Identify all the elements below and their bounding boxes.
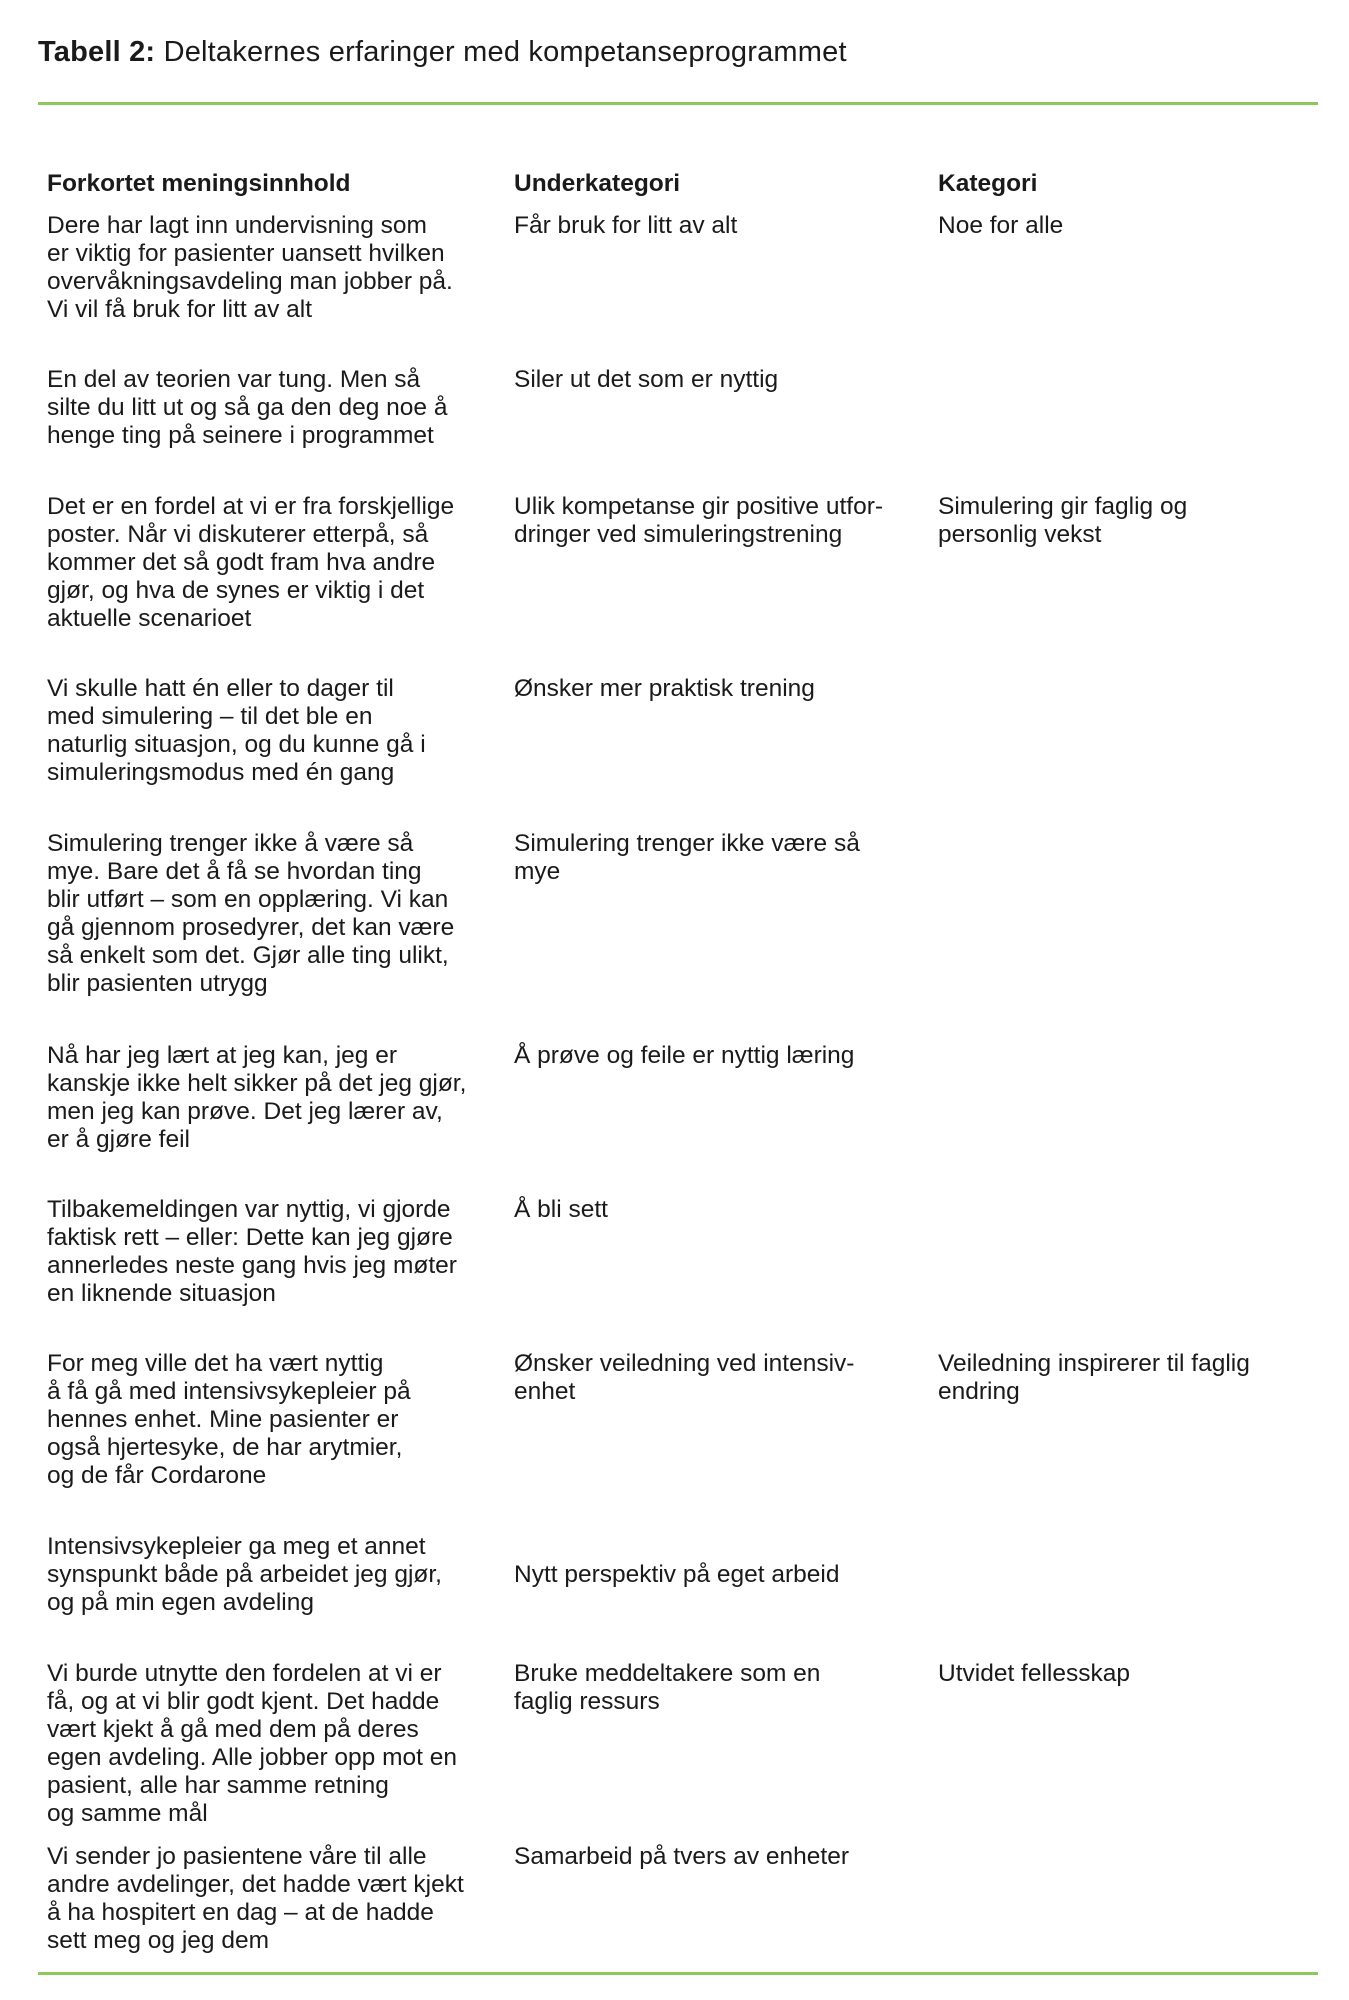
row-meaning: Vi skulle hatt én eller to dager til med simulering – til det ble en naturlig situasjon, og du kunne gå i simuleringsmodus med én gang bbox=[47, 675, 426, 786]
top-divider bbox=[38, 102, 1318, 105]
row-subcategory: Samarbeid på tvers av enheter bbox=[514, 1843, 850, 1870]
row-subcategory: Simulering trenger ikke være så mye bbox=[514, 830, 860, 885]
row-category: Veiledning inspirerer til faglig endring bbox=[938, 1350, 1250, 1405]
row-subcategory: Ulik kompetanse gir positive utfor- dringer ved simuleringstrening bbox=[514, 493, 884, 548]
row-meaning: Vi sender jo pasientene våre til alle andre avdelinger, det hadde vært kjekt å ha hospitert en dag – at de hadde sett meg og jeg dem bbox=[47, 1843, 464, 1954]
bottom-divider bbox=[38, 1972, 1318, 1975]
row-meaning: Vi burde utnytte den fordelen at vi er få, og at vi blir godt kjent. Det hadde vært kjekt å gå med dem på deres egen avdeling. Alle jobber opp mot en pasient, alle har samme retning og samme mål bbox=[47, 1660, 457, 1827]
table-caption: Deltakernes erfaringer med kompetanseprogrammet bbox=[163, 36, 847, 68]
table-label: Tabell 2: bbox=[38, 36, 156, 68]
row-category: Utvidet fellesskap bbox=[938, 1660, 1131, 1687]
row-subcategory: Å bli sett bbox=[514, 1196, 608, 1223]
row-meaning: Nå har jeg lært at jeg kan, jeg er kanskje ikke helt sikker på det jeg gjør, men jeg kan prøve. Det jeg lærer av, er å gjøre feil bbox=[47, 1042, 467, 1153]
row-subcategory: Ønsker mer praktisk trening bbox=[514, 675, 815, 702]
row-meaning: Intensivsykepleier ga meg et annet synspunkt både på arbeidet jeg gjør, og på min egen avdeling bbox=[47, 1533, 442, 1616]
row-meaning: Dere har lagt inn undervisning som er viktig for pasienter uansett hvilken overvåkningsavdeling man jobber på. Vi vil få bruk for litt av alt bbox=[47, 212, 453, 323]
row-meaning: En del av teorien var tung. Men så silte du litt ut og så ga den deg noe å henge ting på seinere i programmet bbox=[47, 366, 448, 449]
table-title bbox=[38, 36, 847, 69]
row-subcategory: Bruke meddeltakere som en faglig ressurs bbox=[514, 1660, 821, 1715]
row-subcategory: Nytt perspektiv på eget arbeid bbox=[514, 1561, 840, 1588]
header-category: Kategori bbox=[938, 170, 1038, 197]
row-category: Simulering gir faglig og personlig vekst bbox=[938, 493, 1188, 548]
row-subcategory: Ønsker veiledning ved intensiv- enhet bbox=[514, 1350, 855, 1405]
row-subcategory: Siler ut det som er nyttig bbox=[514, 366, 779, 393]
row-category: Noe for alle bbox=[938, 212, 1064, 239]
row-meaning: Tilbakemeldingen var nyttig, vi gjorde faktisk rett – eller: Dette kan jeg gjøre annerledes neste gang hvis jeg møter en liknende situasjon bbox=[47, 1196, 457, 1307]
row-subcategory: Å prøve og feile er nyttig læring bbox=[514, 1042, 855, 1069]
header-subcategory: Underkategori bbox=[514, 170, 681, 197]
row-meaning: Simulering trenger ikke å være så mye. Bare det å få se hvordan ting blir utført – som en opplæring. Vi kan gå gjennom prosedyrer, det kan være så enkelt som det. Gjør alle ting ulikt, blir pasienten utrygg bbox=[47, 830, 455, 997]
header-meaning: Forkortet meningsinnhold bbox=[47, 170, 351, 197]
row-meaning: Det er en fordel at vi er fra forskjellige poster. Når vi diskuterer etterpå, så kommer det så godt fram hva andre gjør, og hva de synes er viktig i det aktuelle scenarioet bbox=[47, 493, 455, 632]
row-subcategory: Får bruk for litt av alt bbox=[514, 212, 738, 239]
row-meaning: For meg ville det ha vært nyttig å få gå med intensivsykepleier på hennes enhet. Mine pasienter er også hjertesyke, de har arytmier, og de får Cordarone bbox=[47, 1350, 411, 1489]
